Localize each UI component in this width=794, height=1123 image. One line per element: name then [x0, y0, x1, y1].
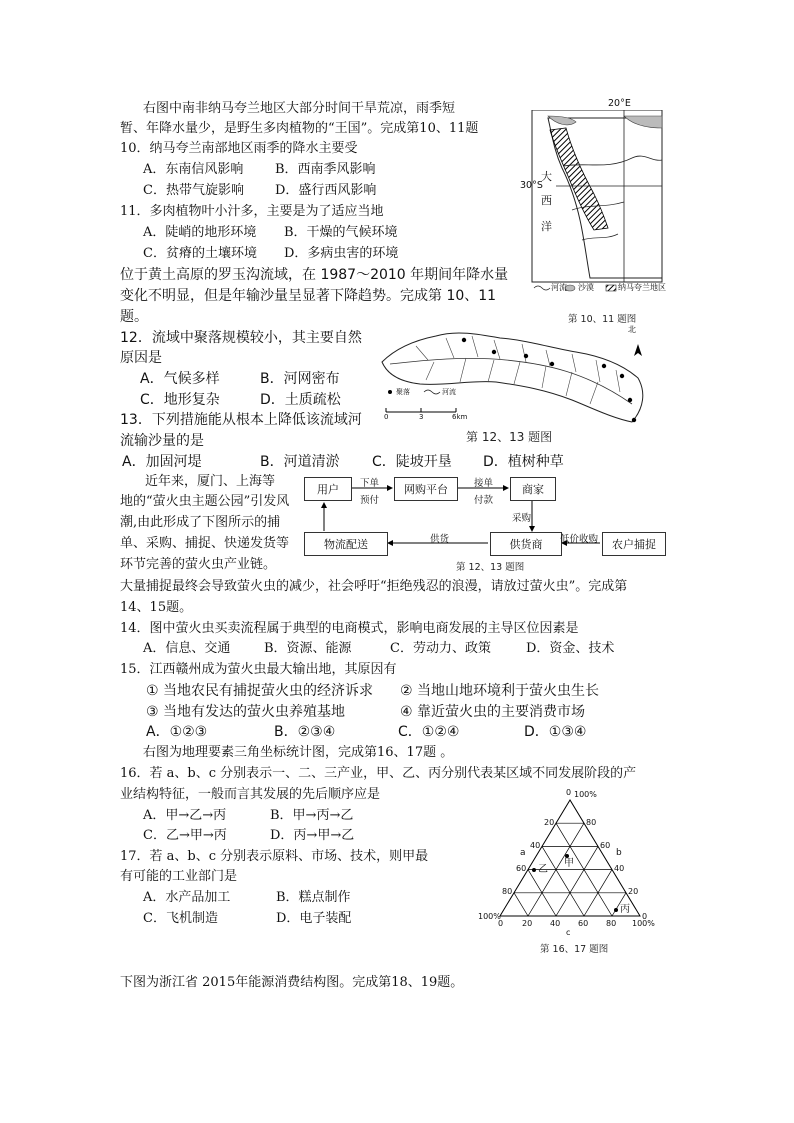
q13-option-c[interactable]: C．陡坡开垦: [372, 454, 452, 470]
tern-left-40: 40: [530, 841, 541, 850]
q14-option-a[interactable]: A．信息、交通: [143, 641, 231, 656]
ecommerce-flow-diagram: [302, 473, 682, 573]
intro-10-line1: 右图中南非纳马夸兰地区大部分时间干旱荒凉，雨季短: [143, 101, 456, 116]
q13-stem-line2: 流输沙量的是: [120, 433, 204, 449]
flow-node-platform: 网购平台: [394, 477, 458, 501]
q15-option-c[interactable]: C．①②④: [398, 724, 460, 740]
tern-axis-b: b: [616, 848, 622, 858]
q10-option-d[interactable]: D．盛行西风影响: [275, 183, 377, 198]
q15-statement-4: ④ 靠近萤火虫的主要消费市场: [400, 704, 586, 720]
q17-option-d[interactable]: D．电子装配: [276, 911, 352, 926]
flow-label-supply: 供货: [430, 534, 450, 545]
tern-label-yi: 乙: [538, 864, 548, 875]
map1-legend-river: 河流: [551, 283, 567, 292]
tern-left-20: 20: [544, 818, 555, 827]
intro-18: 下图为浙江省 2015年能源消费结构图。完成第18、19题。: [120, 975, 464, 990]
intro-12-line3: 题。: [120, 309, 148, 325]
map2-legend-settlement: 聚落: [396, 388, 410, 396]
q17-option-c[interactable]: C．飞机制造: [143, 911, 218, 926]
q10-option-b[interactable]: B．西南季风影响: [275, 162, 376, 177]
q15-statement-3: ③ 当地有发达的萤火虫养殖基地: [146, 704, 346, 720]
map2-legend-river: 河流: [442, 388, 456, 396]
q11-option-a[interactable]: A．陡峭的地形环境: [143, 225, 257, 240]
tern-right-40: 40: [614, 864, 625, 873]
tern-left-60: 60: [516, 864, 527, 873]
q16-stem-line2: 业结构特征，一般而言其发展的先后顺序应是: [120, 787, 381, 802]
flow-node-supplier: 供货商: [490, 532, 562, 556]
intro-14-line4: 单、采购、捕捉、快递发货等: [120, 536, 290, 551]
q14-option-c[interactable]: C．劳动力、政策: [390, 641, 491, 656]
flow-label-order: 下单: [360, 478, 380, 489]
q11-option-b[interactable]: B．干燥的气候环境: [284, 225, 398, 240]
tern-axis-c: c: [566, 928, 571, 937]
q11-option-d[interactable]: D．多病虫害的环境: [284, 246, 399, 261]
ternary-diagram: [472, 788, 662, 938]
q16-option-c[interactable]: C．乙→甲→丙: [143, 828, 227, 843]
map2-scale-6: 6km: [452, 413, 468, 421]
flow-node-merchant: 商家: [510, 477, 556, 501]
q13-option-a[interactable]: A．加固河堤: [122, 454, 202, 470]
intro-14-line2: 地的“萤火虫主题公园”引发风: [120, 494, 290, 509]
q15-option-b[interactable]: B．②③④: [274, 724, 336, 740]
q15-statement-2: ② 当地山地环境利于萤火虫生长: [400, 683, 600, 699]
map2-north-label: 北: [628, 325, 636, 334]
q15-option-a[interactable]: A．①②③: [146, 724, 208, 740]
q11-option-c[interactable]: C．贫瘠的土壤环境: [143, 246, 257, 261]
tern-bottom-80: 80: [606, 919, 617, 928]
q15-stem: 15．江西赣州成为萤火虫最大输出地，其原因有: [120, 662, 397, 677]
q15-statement-1: ① 当地农民有捕捉萤火虫的经济诉求: [146, 683, 374, 699]
q13-stem-line1: 13．下列措施能从根本上降低该流域河: [120, 412, 362, 428]
q12-option-b[interactable]: B．河网密布: [260, 371, 340, 387]
tern-right-80: 80: [586, 818, 597, 827]
q14-option-b[interactable]: B．资源、能源: [264, 641, 352, 656]
q12-stem-line2: 原因是: [120, 350, 162, 366]
q12-stem-line1: 12．流域中聚落规模较小，其主要自然: [120, 330, 362, 346]
q17-option-a[interactable]: A．水产品加工: [143, 890, 231, 905]
map-luoyugou-watershed: [376, 326, 648, 426]
map1-meridian-label: 20°E: [608, 98, 631, 109]
tern-bottom-0: 0: [498, 919, 504, 928]
flow-node-logistics: 物流配送: [304, 532, 388, 556]
q16-option-b[interactable]: B．甲→丙→乙: [270, 808, 354, 823]
map1-ocean-char-3: 洋: [541, 220, 552, 233]
point-bing: [614, 908, 618, 912]
q16-option-a[interactable]: A．甲→乙→丙: [143, 808, 227, 823]
q17-stem-line1: 17．若 a、b、c 分别表示原料、市场、技术，则甲最: [120, 849, 429, 864]
map1-ocean-char-2: 西: [541, 194, 552, 207]
map2-scale-0: 0: [384, 413, 389, 421]
map1-legend-region: 纳马夸兰地区: [618, 283, 666, 292]
map1-caption: 第 10、11 题图: [568, 314, 637, 325]
tern-bottom-40: 40: [550, 919, 561, 928]
intro-14-line7: 14、15题。: [120, 600, 193, 615]
tern-right-0: 0: [642, 912, 648, 921]
flow-node-farmer: 农户捕捉: [602, 532, 666, 556]
q17-option-b[interactable]: B．糕点制作: [276, 890, 351, 905]
tern-bottom-20: 20: [522, 919, 533, 928]
q13-option-d[interactable]: D．植树种草: [483, 454, 564, 470]
tern-bottom-60: 60: [578, 919, 589, 928]
q15-option-d[interactable]: D．①③④: [524, 724, 587, 740]
flow-label-prepay: 预付: [360, 495, 380, 506]
intro-14-line6: 大量捕捉最终会导致萤火虫的减少，社会呼吁“拒绝残忍的浪漫，请放过萤火虫”。完成第: [120, 579, 628, 594]
intro-14-line5: 环节完善的萤火虫产业链。: [120, 557, 277, 572]
q14-stem: 14．图中萤火虫买卖流程属于典型的电商模式，影响电商发展的主导区位因素是: [120, 621, 579, 636]
tern-right-60: 60: [600, 841, 611, 850]
q10-stem: 10．纳马夸兰南部地区雨季的降水主要受: [120, 141, 358, 156]
tern-right-20: 20: [628, 887, 639, 896]
tern-axis-a: a: [520, 848, 526, 858]
intro-10-line2: 暂、年降水量少，是野生多肉植物的“王国”。完成第10、11题: [120, 121, 479, 136]
q10-option-c[interactable]: C．热带气旋影响: [143, 183, 244, 198]
tern-left-100: 100%: [478, 912, 501, 921]
map1-legend-desert: 沙漠: [578, 283, 594, 292]
intro-12-line2: 变化不明显，但是年输沙量呈显著下降趋势。完成第 10、11: [120, 288, 497, 304]
tern-label-bing: 丙: [620, 904, 630, 915]
map1-ocean-char-1: 大: [541, 170, 552, 183]
map2-scale-3: 3: [419, 413, 424, 421]
tern-right-100: 100%: [574, 790, 597, 799]
q13-option-b[interactable]: B．河道清淤: [260, 454, 340, 470]
flow-node-user: 用户: [304, 477, 352, 501]
point-yi: [532, 868, 536, 872]
intro-16: 右图为地理要素三角坐标统计图，完成第16、17题 。: [143, 745, 454, 760]
flow-caption: 第 12、13 题图: [456, 562, 525, 573]
flow-label-low-price: 低价收购: [560, 534, 599, 545]
map-namaqualand: [520, 98, 666, 295]
q12-option-c[interactable]: C．地形复杂: [140, 392, 220, 408]
q17-stem-line2: 有可能的工业部门是: [120, 869, 238, 884]
flow-label-purchase: 采购: [512, 513, 532, 524]
intro-12-line1: 位于黄土高原的罗玉沟流域，在 1987～2010 年期间年降水量: [120, 267, 509, 283]
triangle-caption: 第 16、17 题图: [540, 944, 609, 955]
tern-left-80: 80: [502, 887, 513, 896]
q11-stem: 11．多肉植物叶小汁多，主要是为了适应当地: [120, 204, 384, 219]
intro-14-line1: 近年来，厦门、上海等: [145, 474, 276, 489]
q16-option-d[interactable]: D．丙→甲→乙: [270, 828, 355, 843]
flow-label-pay: 付款: [474, 495, 494, 506]
q12-option-a[interactable]: A．气候多样: [140, 371, 220, 387]
q14-option-d[interactable]: D．资金、技术: [526, 641, 615, 656]
q10-option-a[interactable]: A．东南信风影响: [143, 162, 244, 177]
q16-stem-line1: 16．若 a、b、c 分别表示一、二、三产业，甲、乙、丙分别代表某区域不同发展阶段的产: [120, 766, 637, 781]
intro-14-line3: 潮,由此形成了下图所示的捕: [120, 515, 281, 530]
tern-left-0: 0: [566, 788, 572, 797]
q12-option-d[interactable]: D．土质疏松: [260, 392, 341, 408]
flow-label-accept: 接单: [474, 478, 494, 489]
tern-bottom-100: 100%: [632, 919, 655, 928]
map2-caption: 第 12、13 题图: [466, 430, 553, 444]
tern-label-jia: 甲: [564, 858, 574, 869]
map1-parallel-label: 30°S: [520, 180, 543, 191]
